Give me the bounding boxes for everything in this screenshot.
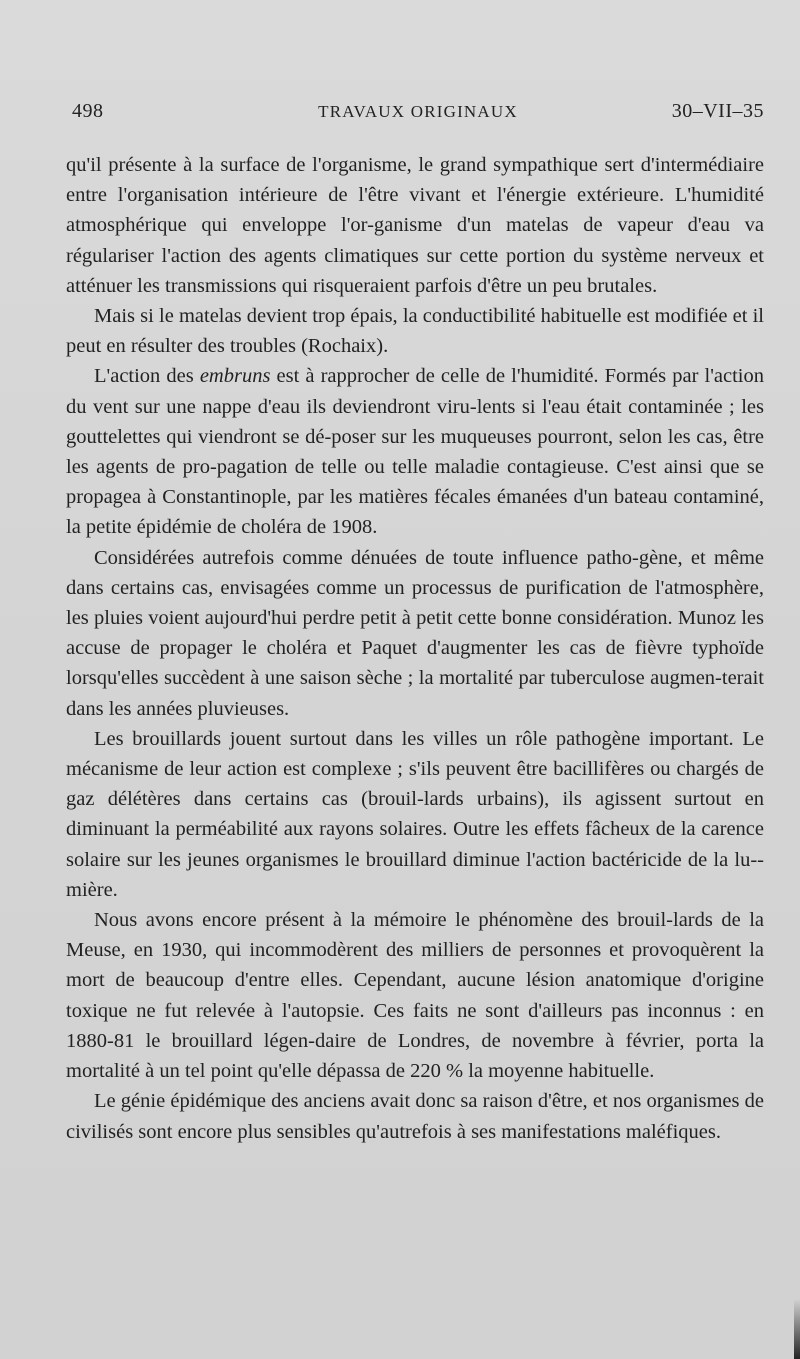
paragraph-text: Considérées autrefois comme dénuées de toute influence patho-gène, et même dans certains cas, envisagées comme un processus de purification de l'atmosphère, les pluies voient aujourd'hui perdre petit à petit cette bonne considération. Munoz les accuse de propager le choléra et Paquet d'augmenter les cas de fièvre typhoïde lorsqu'elles succèdent à une saison sèche ; la mortalité par tuberculose augmen-terait dans les années pluvieuses.: [66, 546, 764, 720]
paragraph: [66, 724, 764, 905]
paragraph-text: Mais si le matelas devient trop épais, la conductibilité habituelle est modifiée et il peut en résulter des troubles (Rochaix).: [66, 305, 764, 358]
paragraph-text: est à rapprocher de celle de l'humidité. Formés par l'action du vent sur une nappe d'eau ils deviendront viru-lents si l'eau était contaminée ; les gouttelettes qui viendront se dé-poser sur les muqueuses pourront, selon les cas, être les agents de pro-pagation de telle ou telle maladie contagieuse. C'est ainsi que se propagea à Constantinople, par les matières fécales émanées d'un bateau contaminé, la petite épidémie de choléra de 1908.: [66, 365, 764, 539]
paragraph-text: Nous avons encore présent à la mémoire le phénomène des brouil-lards de la Meuse, en 1930, qui incommodèrent des milliers de personnes et provoquèrent la mort de beaucoup d'entre elles. Cependant, aucune lésion anatomique d'origine toxique ne fut relevée à l'autopsie. Ces faits ne sont d'ailleurs pas inconnus : en 1880-81 le brouillard légen-daire de Londres, de novembre à février, porta la mortalité à un tel point qu'elle dépassa de 220 % la moyenne habituelle.: [66, 909, 764, 1083]
issue-date: 30–VII–35: [671, 100, 764, 122]
page-edge-shadow: [794, 1299, 800, 1359]
body-text: [66, 150, 764, 1147]
italic-term: embruns: [199, 365, 271, 388]
section-title: TRAVAUX ORIGINAUX: [318, 102, 518, 121]
paragraph: [66, 361, 764, 542]
paragraph: [66, 1086, 764, 1146]
paragraph-text: L'action des: [94, 365, 200, 388]
paragraph: [66, 301, 764, 361]
page-number: 498: [72, 100, 104, 122]
paragraph-text: Le génie épidémique des anciens avait donc sa raison d'être, et nos organismes de civilisés sont encore plus sensibles qu'autrefois à ses manifestations maléfiques.: [66, 1090, 764, 1143]
paragraph: [66, 905, 764, 1086]
paragraph: [66, 150, 764, 301]
paragraph-text: qu'il présente à la surface de l'organisme, le grand sympathique sert d'intermédiaire entre l'organisation intérieure de l'être vivant et l'énergie extérieure. L'humidité atmosphérique qui enveloppe l'or-ganisme d'un matelas de vapeur d'eau va régulariser l'action des agents climatiques sur cette portion du système nerveux et atténuer les transmissions qui risqueraient parfois d'être un peu brutales.: [66, 154, 764, 297]
paragraph-text: Les brouillards jouent surtout dans les villes un rôle pathogène important. Le mécanisme de leur action est complexe ; s'ils peuvent être bacillifères ou chargés de gaz délétères dans certains cas (brouil-lards urbains), ils agissent surtout en diminuant la perméabilité aux rayons solaires. Outre les effets fâcheux de la carence solaire sur les jeunes organismes le brouillard diminue l'action bactéricide de la lu-mière.: [66, 727, 764, 901]
running-head: [72, 100, 764, 130]
paragraph: [66, 543, 764, 724]
